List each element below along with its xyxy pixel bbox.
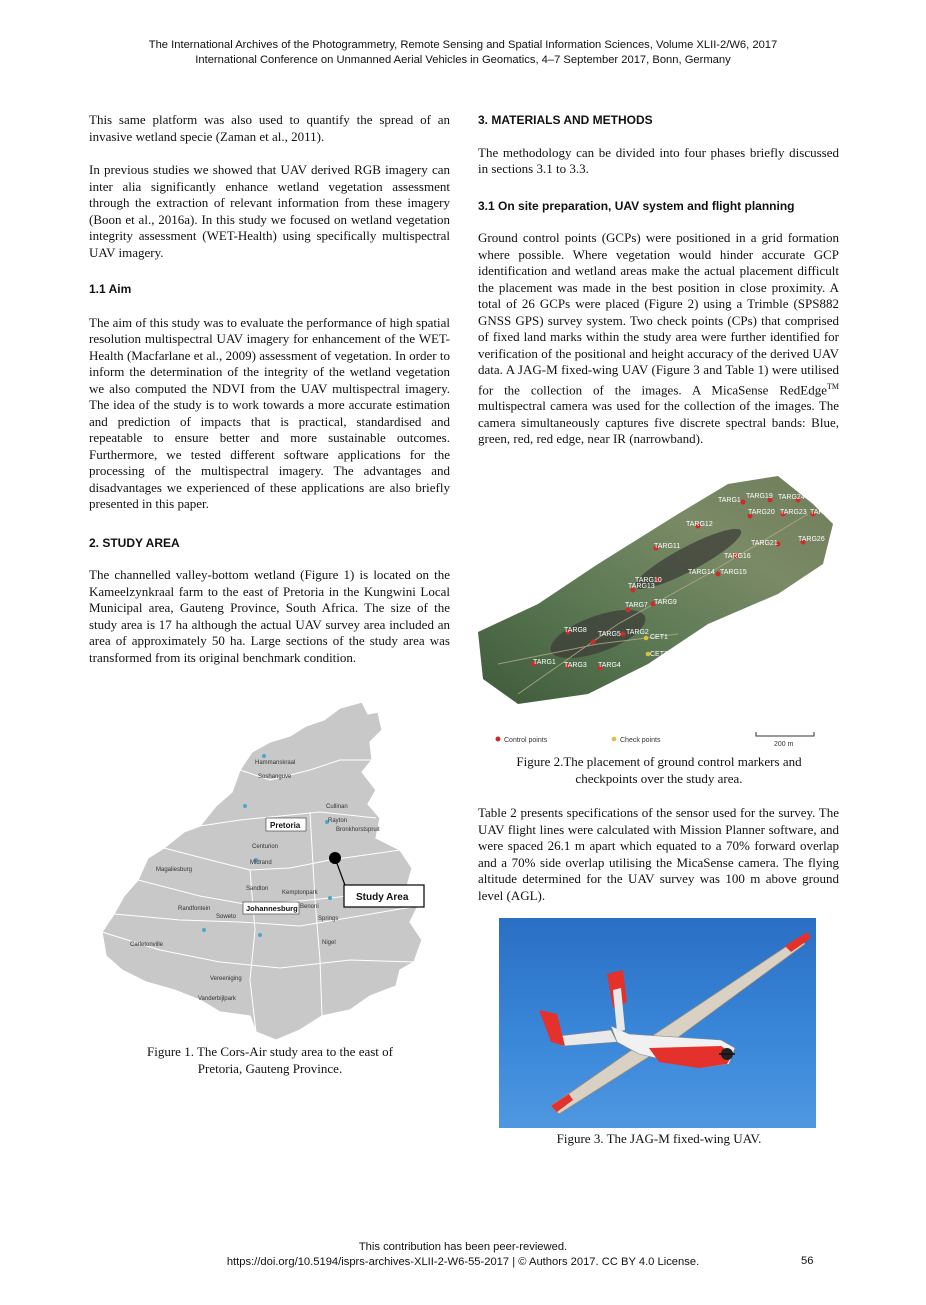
label-hammanskraal: Hammanskraal xyxy=(255,760,296,766)
svg-text:TARG10: TARG10 xyxy=(635,577,662,584)
svg-text:TARG4: TARG4 xyxy=(598,662,621,669)
svg-text:TARG3: TARG3 xyxy=(564,662,587,669)
svg-text:TARG7: TARG7 xyxy=(625,602,648,609)
svg-text:CET2: CET2 xyxy=(650,651,668,658)
svg-text:CET1: CET1 xyxy=(650,634,668,641)
label-soweto: Soweto xyxy=(216,914,237,920)
svg-text:Pretoria: Pretoria xyxy=(270,821,301,830)
uav-plane xyxy=(539,932,811,1114)
left-paragraph-3: The aim of this study was to evaluate the performance of high spatial resolution multispectral UAV imagery for enhancement of the WET-Health (Macfarlane et al., 2009) assessment of vegetation. In order to inform the determination of the integrity of the wetland vegetation we also computed the NDVI from the UAV multispectral imagery. The idea of the study is to work towards a more accurate estimation and prediction of impacts that is practical, standardised and repeatable to ensure better and more sustainable outcomes. Furthermore, we tested different software applications for the processing of the multispectral imagery. The advantages and disadvantages we experienced of these applications are also briefly presented in this paper. xyxy=(89,314,450,511)
label-carletonville: Carletonville xyxy=(130,942,164,948)
svg-text:TARG24: TARG24 xyxy=(778,494,805,501)
label-randfontein: Randfontein xyxy=(178,906,211,912)
legend xyxy=(496,737,661,745)
figure-3-caption: Figure 3. The JAG-M fixed-wing UAV. xyxy=(556,1131,762,1146)
figure-2-caption: Figure 2.The placement of ground control markers and checkpoints over the study area. xyxy=(516,754,802,786)
pretoria-label-box xyxy=(266,818,306,831)
uav-svg xyxy=(499,918,816,1128)
svg-text:TARG2: TARG2 xyxy=(626,629,649,636)
svg-text:TARG26: TARG26 xyxy=(798,536,825,543)
label-springs: Springs xyxy=(318,916,339,922)
svg-text:TARG9: TARG9 xyxy=(654,599,677,606)
label-soshanguve: Soshanguve xyxy=(258,774,292,780)
figure-2-orthomosaic xyxy=(478,464,840,754)
svg-text:TARG20: TARG20 xyxy=(748,509,775,516)
svg-text:TARG8: TARG8 xyxy=(564,627,587,634)
label-centurion: Centurion xyxy=(252,844,279,850)
study-area-callout xyxy=(344,885,424,907)
footer-peer-review: This contribution has been peer-reviewed. xyxy=(358,1241,568,1253)
left-paragraph-4: The channelled valley-bottom wetland (Figure 1) is located on the Kameelzynkraal farm to the east of Pretoria in the Kungwini Local Municipal area, Gauteng Province, South Africa. The size of the study area is 17 ha although the actual UAV survey area included an area of approximately 50 ha. Large sections of the study area was transformed from its original benchmark condition. xyxy=(89,567,450,665)
svg-text:TARG15: TARG15 xyxy=(720,569,747,576)
running-header xyxy=(0,38,926,67)
svg-text:TARG13: TARG13 xyxy=(628,583,655,590)
svg-text:Johannesburg: Johannesburg xyxy=(246,904,298,913)
svg-text:TARG14: TARG14 xyxy=(688,569,715,576)
svg-text:Control points: Control points xyxy=(504,737,548,744)
section-heading-3: 3. MATERIALS AND METHODS xyxy=(478,113,653,127)
province-shape xyxy=(102,702,422,1040)
page-footer xyxy=(0,1240,926,1269)
label-vereeniging: Vereeniging xyxy=(210,976,242,982)
right-paragraph-3: Table 2 presents specifications of the sensor used for the survey. The UAV flight lines were calculated with Mission Planner software, and were spaced 26.1 m apart which equated to a 70% forward overlap and a 70% side overlap utilising the MicaSense camera. The flying altitude determined for the UAV survey was 100 m above ground level (AGL). xyxy=(478,805,839,903)
left-paragraph-2: In previous studies we showed that UAV derived RGB imagery can inter alia significantly enhance wetland vegetation assessment through the extraction of relevant information from these imagery (Boon et al., 2016a). In this study we focused on wetland vegetation integrity assessment (WET-Health) using specifically multispectral UAV imagery. xyxy=(89,162,450,260)
svg-text:200 m: 200 m xyxy=(774,741,794,748)
label-sandton: Sandton xyxy=(246,886,269,892)
figure-1-map xyxy=(100,700,440,1045)
right-paragraph-2: Ground control points (GCPs) were positioned in a grid formation where possible. Where vegetation would hinder accurate GCP identification and wetland areas make the actual placement difficult the placement was made in the best position in close proximity. A total of 26 GCPs were placed (Figure 2) using a Trimble (SPS882 GNSS GPS) survey system. Two check points (CPs) that comprised of fixed land marks within the study area were further identified for verification of the positional and height accuracy of the derived UAV data. A JAG-M fixed-wing UAV (Figure 3 and Table 1) were utilised for the collection of the images. A MicaSense RedEdge™ multispectral camera was used for the collection of the images. The camera simultaneously captures five discrete spectral bands: Blue, green, red, red edge, near IR (narrowband). xyxy=(478,230,839,447)
left-column xyxy=(89,112,450,666)
section-heading-3-1: 3.1 On site preparation, UAV system and flight planning xyxy=(478,198,795,213)
label-midrand: Midrand xyxy=(250,860,272,866)
label-benoni: Benoni xyxy=(300,904,319,910)
svg-text:TARG12: TARG12 xyxy=(686,521,713,528)
scale-bar xyxy=(756,732,814,748)
right-column-lower xyxy=(478,805,839,904)
section-heading-2: 2. STUDY AREA xyxy=(89,535,180,550)
svg-text:TARG23: TARG23 xyxy=(780,509,807,516)
footer-doi[interactable]: https://doi.org/10.5194/isprs-archives-XLII-2-W6-55-2017 | © Authors 2017. CC BY 4.0 License. xyxy=(226,1255,700,1268)
label-cullinan: Cullinan xyxy=(326,804,348,810)
svg-text:Check points: Check points xyxy=(620,737,661,744)
section-heading-1-1: 1.1 Aim xyxy=(89,282,132,296)
svg-text:TARG16: TARG16 xyxy=(724,553,751,560)
header-line-1: The International Archives of the Photogrammetry, Remote Sensing and Spatial Information Sciences, Volume XLII-2/W6, 2017 xyxy=(148,39,778,51)
left-paragraph-1: This same platform was also used to quantify the spread of an invasive wetland specie (Zaman et al., 2011). xyxy=(89,112,450,144)
svg-text:TARG1: TARG1 xyxy=(533,659,556,666)
svg-text:TARG25: TARG25 xyxy=(810,509,837,516)
svg-text:TARG21: TARG21 xyxy=(751,540,778,547)
label-rayton: Rayton xyxy=(328,818,348,824)
label-vanderbijlpark: Vanderbijlpark xyxy=(198,996,236,1002)
figure-1-caption: Figure 1. The Cors-Air study area to the east of Pretoria, Gauteng Province. xyxy=(147,1044,393,1076)
label-kemptonpark: Kemptonpark xyxy=(282,890,318,896)
label-magaliesburg: Magaliesburg xyxy=(156,867,193,873)
header-line-2: International Conference on Unmanned Aerial Vehicles in Geomatics, 4–7 September 2017, Bonn, Germany xyxy=(195,53,731,66)
right-column xyxy=(478,112,839,448)
page-number: 56 xyxy=(801,1255,814,1267)
johannesburg-label-box xyxy=(243,902,299,914)
svg-text:TARG1: TARG1 xyxy=(718,497,741,504)
label-nigel: Nigel xyxy=(322,940,336,946)
figure-3-uav-photo xyxy=(499,918,816,1128)
gauteng-map-svg xyxy=(100,700,440,1045)
svg-text:TARG19: TARG19 xyxy=(746,493,773,500)
label-bronkhorstspruit: Bronkhorstspruit xyxy=(336,827,380,833)
svg-text:TARG11: TARG11 xyxy=(654,543,681,550)
svg-text:TARG5: TARG5 xyxy=(598,631,621,638)
svg-text:Study Area: Study Area xyxy=(356,892,409,903)
ortho-svg xyxy=(478,464,840,754)
right-paragraph-1: The methodology can be divided into four phases briefly discussed in sections 3.1 to 3.3. xyxy=(478,144,839,176)
